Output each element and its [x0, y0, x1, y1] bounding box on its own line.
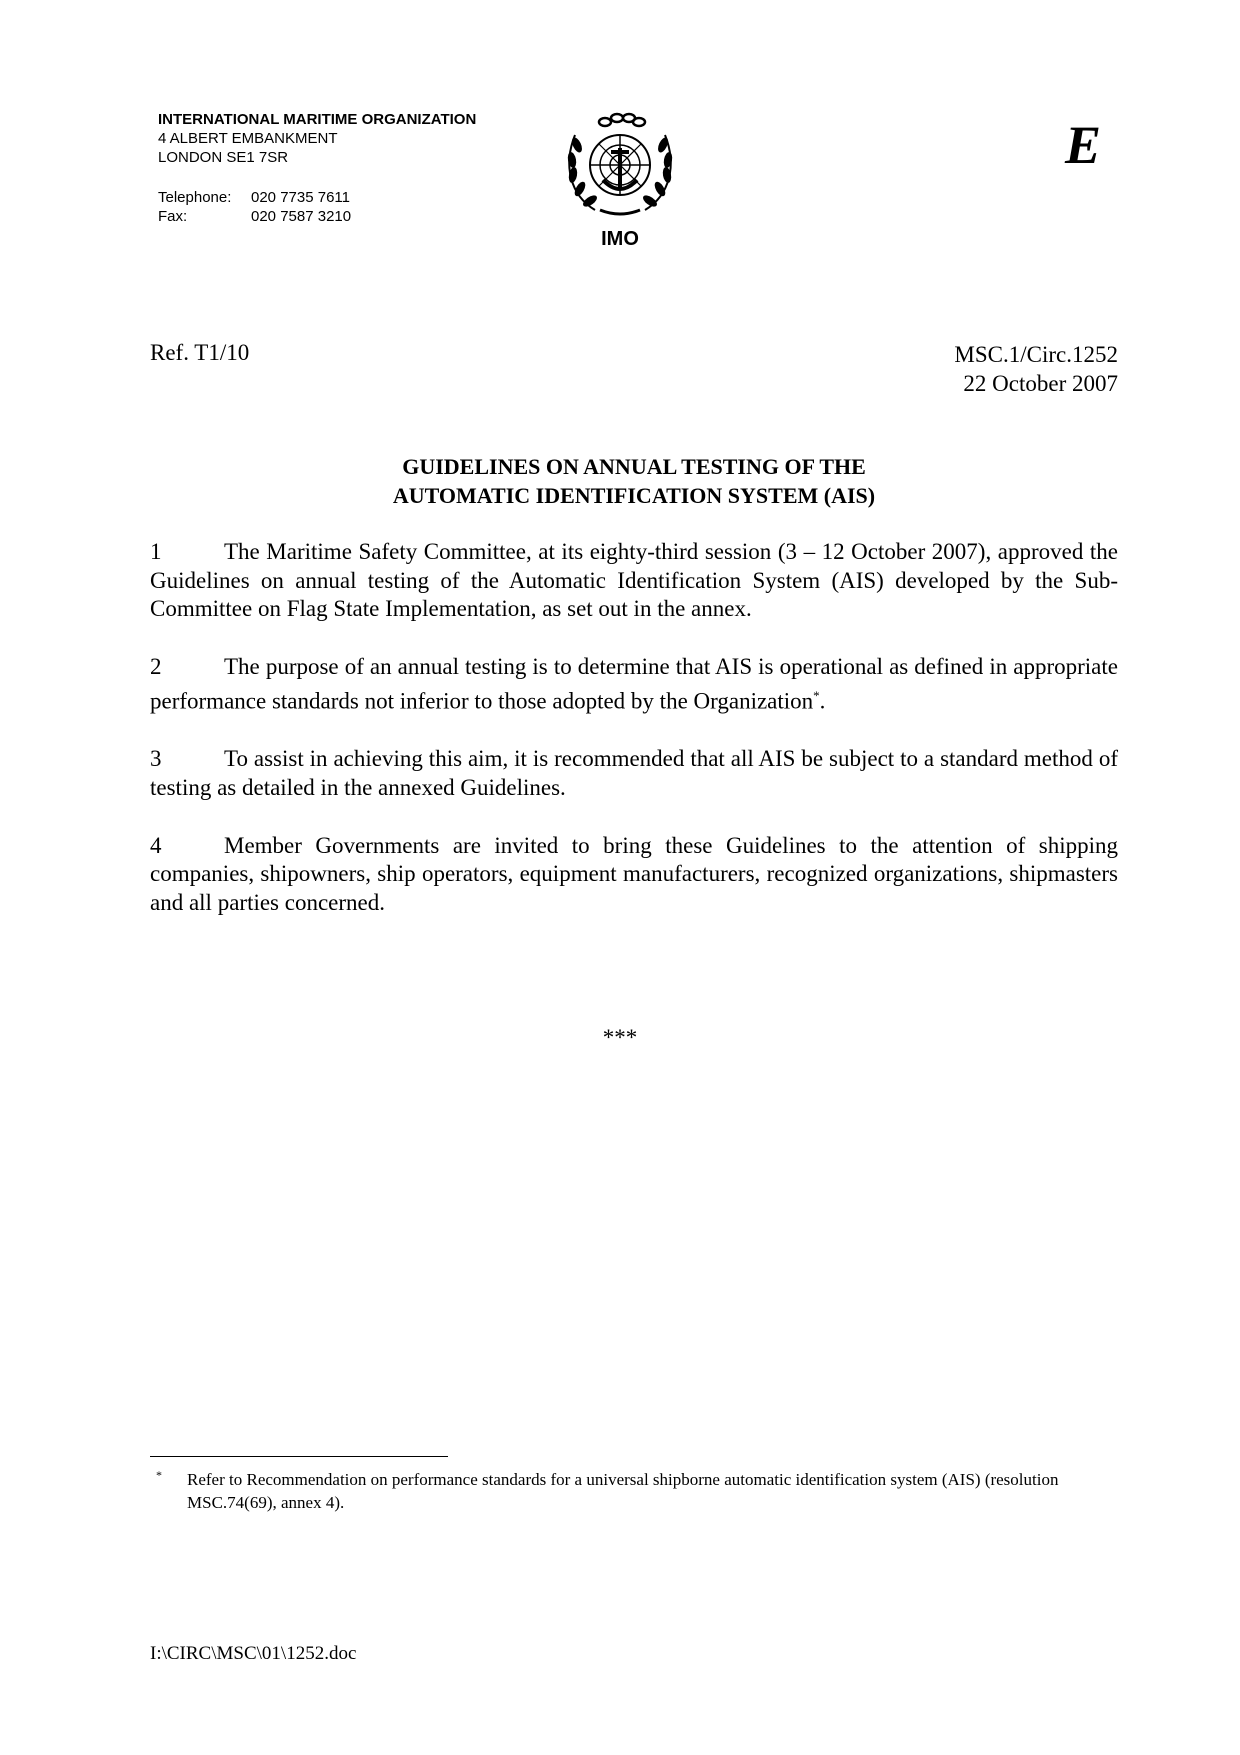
- reference-number: Ref. T1/10: [150, 340, 250, 365]
- circular-info: [954, 340, 1118, 398]
- footnote-text: Refer to Recommendation on performance standards for a universal shipborne automatic identification system (AIS) (resolution MSC.74(69), annex 4).: [187, 1470, 1059, 1512]
- paragraph: [150, 832, 1118, 918]
- footnote: [150, 1468, 1118, 1514]
- paragraph-text: The purpose of an annual testing is to determine that AIS is operational as defined in appropriate performance standards not inferior to those adopted by the Organization: [150, 654, 1118, 714]
- paragraph-number: 1: [150, 539, 162, 564]
- un-imo-emblem-icon: [555, 110, 685, 220]
- address-line-1: 4 ALBERT EMBANKMENT: [158, 130, 338, 147]
- paragraph-text: The Maritime Safety Committee, at its eighty-third session (3 – 12 October 2007), approved the Guidelines on annual testing of the Automatic Identification System (AIS) developed by the Sub-Committee on Flag State Implementation, as set out in the annex.: [150, 539, 1118, 622]
- document-title: [150, 452, 1118, 510]
- telephone-row: [158, 188, 351, 207]
- telephone-label: Telephone:: [158, 189, 232, 206]
- org-address-block: [158, 110, 476, 167]
- title-line-2: AUTOMATIC IDENTIFICATION SYSTEM (AIS): [392, 483, 876, 508]
- paragraph: [150, 538, 1118, 624]
- language-code: E: [1065, 115, 1102, 175]
- title-line-1: GUIDELINES ON ANNUAL TESTING OF THE: [402, 454, 866, 479]
- paragraph-text-end: .: [819, 688, 826, 714]
- circular-date: 22 October 2007: [963, 371, 1118, 396]
- footnote-reference[interactable]: *: [813, 687, 820, 703]
- footnote-divider: [150, 1456, 448, 1457]
- imo-label: IMO: [601, 228, 639, 250]
- document-body: [150, 538, 1118, 947]
- contact-block: [158, 188, 351, 226]
- circular-number: MSC.1/Circ.1252: [954, 342, 1118, 367]
- paragraph: [150, 653, 1118, 716]
- telephone-value: 020 7735 7611: [251, 189, 350, 206]
- fax-label: Fax:: [158, 208, 188, 225]
- address-line-2: LONDON SE1 7SR: [158, 149, 289, 166]
- paragraph: [150, 745, 1118, 802]
- org-name: INTERNATIONAL MARITIME ORGANIZATION: [158, 111, 477, 128]
- paragraph-number: 4: [150, 832, 162, 858]
- section-separator: ***: [602, 1025, 638, 1050]
- footnote-mark: *: [156, 1468, 162, 1482]
- paragraph-number: 3: [150, 746, 162, 772]
- fax-value: 020 7587 3210: [251, 208, 352, 225]
- fax-row: [158, 207, 351, 226]
- paragraph-text: Member Governments are invited to bring these Guidelines to the attention of shipping companies, shipowners, ship operators, equipment manufacturers, recognized organizations, shipmasters and all parties concerned.: [150, 832, 1118, 915]
- paragraph-number: 2: [150, 654, 162, 680]
- paragraph-text: To assist in achieving this aim, it is recommended that all AIS be subject to a standard method of testing as detailed in the annexed Guidelines.: [150, 746, 1118, 800]
- file-path: I:\CIRC\MSC\01\1252.doc: [150, 1643, 357, 1664]
